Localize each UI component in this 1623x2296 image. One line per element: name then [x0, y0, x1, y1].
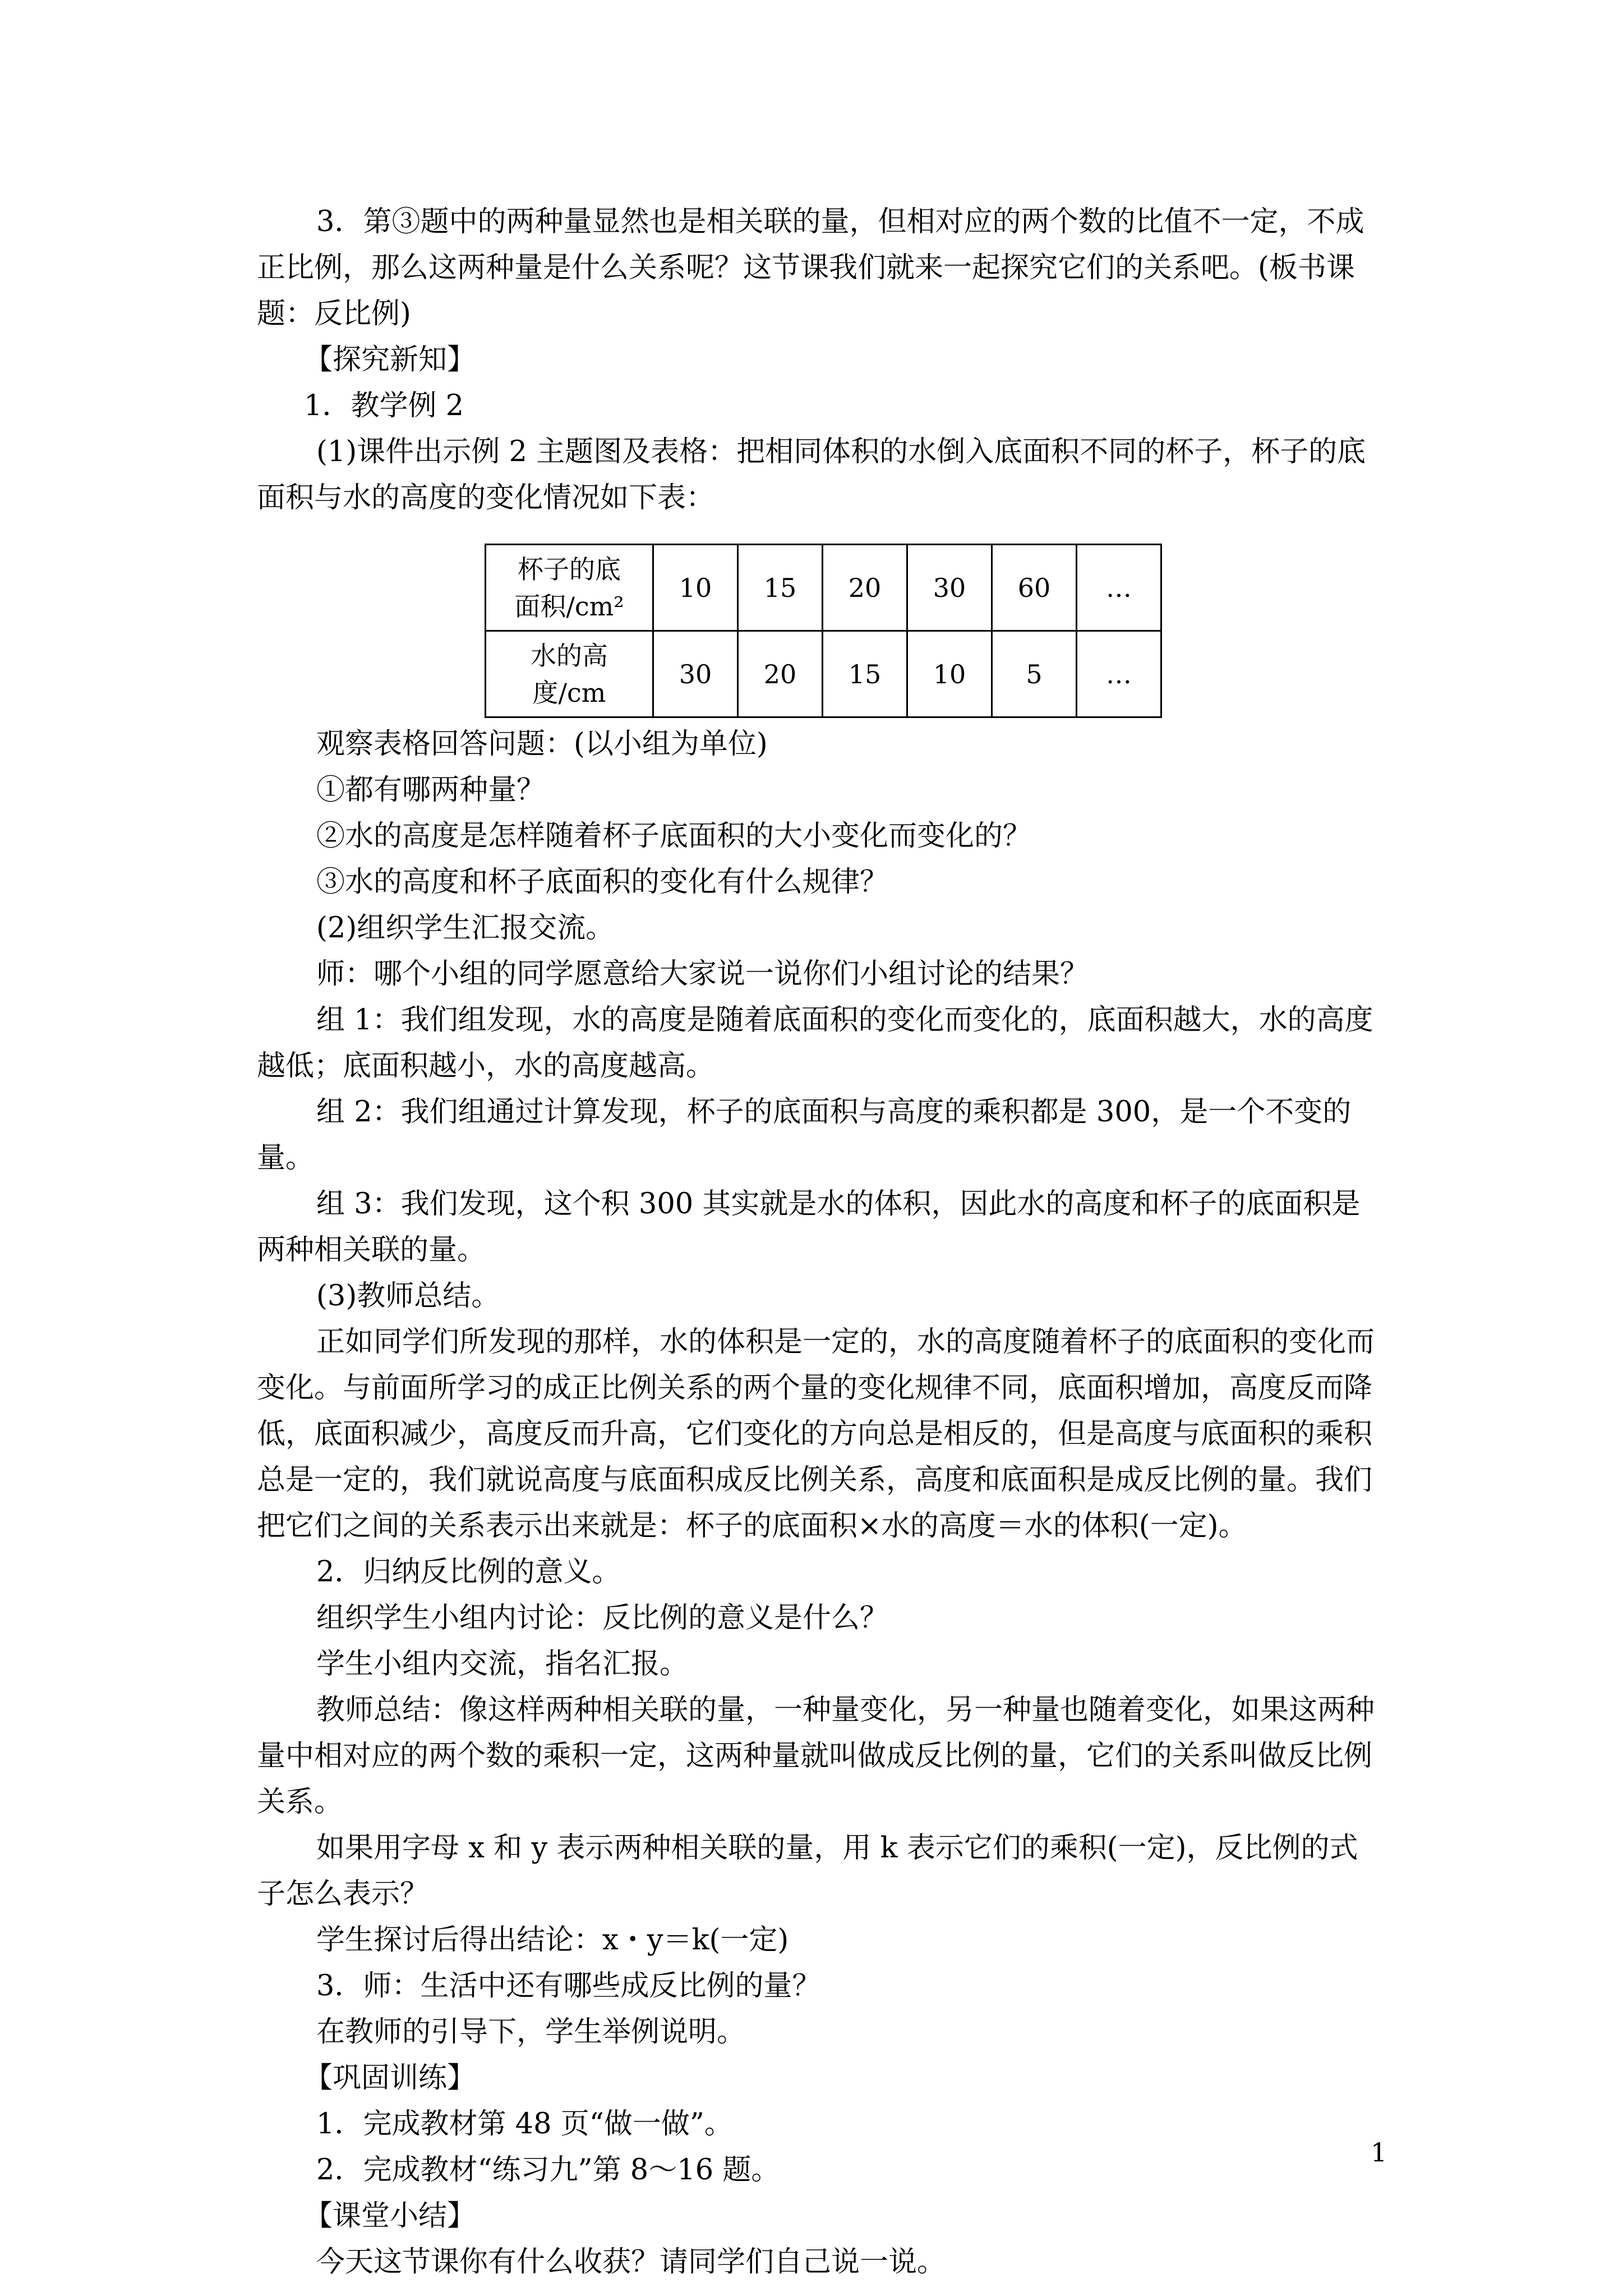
table-row-header [486, 631, 653, 717]
table-row [486, 631, 1161, 717]
data-table [485, 544, 1162, 718]
question-item: ②水的高度是怎样随着杯子底面积的大小变化而变化的？ [316, 820, 1032, 853]
teacher-summary-paragraph: 教师总结：像这样两种相关联的量，一种量变化，另一种量也随着变化，如果这两种量中相对应的两个数的乘积一定，这两种量就叫做成反比例的量，它们的关系叫做反比例关系。 [257, 1694, 1375, 1819]
row-header-line: 水的高 [531, 640, 608, 671]
section-heading-summary: 【课堂小结】 [304, 2200, 476, 2233]
discuss-paragraph: 组织学生小组内讨论：反比例的意义是什么？ [316, 1602, 889, 1635]
section-heading-practice: 【巩固训练】 [304, 2062, 476, 2095]
observe-paragraph: 观察表格回答问题：(以小组为单位) [316, 728, 768, 761]
examples-paragraph: 在教师的引导下，学生举例说明。 [316, 2016, 746, 2049]
table-cell: 60 [992, 545, 1077, 631]
row-header-line: 度/cm [532, 677, 606, 708]
intro-paragraph: 3．第③题中的两种量显然也是相关联的量，但相对应的两个数的比值不一定，不成正比例，那么这两种量是什么关系呢？这节课我们就来一起探究它们的关系吧。(板书课题：反比例) [257, 205, 1364, 330]
table-cell: 15 [823, 631, 907, 717]
formula-question: 如果用字母 x 和 y 表示两种相关联的量，用 k 表示它们的乘积(一定)，反比例的式子怎么表示？ [257, 1832, 1358, 1911]
question-item: ③水的高度和杯子底面积的变化有什么规律？ [316, 866, 889, 899]
table-cell: … [1077, 545, 1161, 631]
question-item: ①都有哪两种量？ [316, 774, 546, 807]
table-cell: … [1077, 631, 1161, 717]
row-header-line: 面积/cm² [514, 591, 624, 622]
section-heading-explore: 【探究新知】 [304, 343, 476, 376]
document-body [257, 199, 1377, 2285]
teacher-question: 师：哪个小组的同学愿意给大家说一说你们小组讨论的结果？ [316, 958, 1089, 991]
exchange-paragraph: 学生小组内交流，指名汇报。 [316, 1648, 689, 1681]
practice-item: 2．完成教材“练习九”第 8～16 题。 [316, 2154, 780, 2187]
table-cell: 20 [823, 545, 907, 631]
table-cell: 10 [653, 545, 738, 631]
table-cell: 30 [653, 631, 738, 717]
item2-heading: 2．归纳反比例的意义。 [316, 1556, 621, 1589]
closing-paragraph: 今天这节课你有什么收获？请同学们自己说一说。 [316, 2246, 946, 2279]
table-cell: 10 [907, 631, 992, 717]
table-cell: 5 [992, 631, 1077, 717]
table-cell: 30 [907, 545, 992, 631]
teach-example-heading: 1．教学例 2 [304, 389, 464, 422]
group3-answer: 组 3：我们发现，这个积 300 其实就是水的体积，因此水的高度和杯子的底面积是两种相关联的量。 [257, 1188, 1361, 1267]
practice-item: 1．完成教材第 48 页“做一做”。 [316, 2108, 733, 2141]
table-cell: 20 [738, 631, 823, 717]
step2-paragraph: (2)组织学生汇报交流。 [316, 912, 615, 945]
group2-answer: 组 2：我们组通过计算发现，杯子的底面积与高度的乘积都是 300，是一个不变的量。 [257, 1096, 1352, 1175]
page-number: 1 [1371, 2137, 1387, 2168]
step3-paragraph: (3)教师总结。 [316, 1280, 500, 1313]
step1-paragraph: (1)课件出示例 2 主题图及表格：把相同体积的水倒入底面积不同的杯子，杯子的底面积与水的高度的变化情况如下表： [257, 435, 1366, 514]
summary-paragraph: 正如同学们所发现的那样，水的体积是一定的，水的高度随着杯子的底面积的变化而变化。与前面所学习的成正比例关系的两个量的变化规律不同，底面积增加，高度反而降低，底面积减少，高度反而升高，它们变化的方向总是相反的，但是高度与底面积的乘积总是一定的，我们就说高度与底面积成反比例关系，高度和底面积是成反比例的量。我们把它们之间的关系表示出来就是：杯子的底面积×水的高度＝水的体积(一定)。 [257, 1326, 1375, 1543]
table-row-header [486, 545, 653, 631]
table-row [486, 545, 1161, 631]
item3-heading: 3．师：生活中还有哪些成反比例的量？ [316, 1970, 821, 2003]
row-header-line: 杯子的底 [518, 554, 621, 585]
conclusion-paragraph: 学生探讨后得出结论：x・y＝k(一定) [316, 1924, 789, 1957]
data-table-wrapper [257, 544, 1377, 718]
group1-answer: 组 1：我们组发现，水的高度是随着底面积的变化而变化的，底面积越大，水的高度越低；底面积越小，水的高度越高。 [257, 1004, 1373, 1083]
table-cell: 15 [738, 545, 823, 631]
